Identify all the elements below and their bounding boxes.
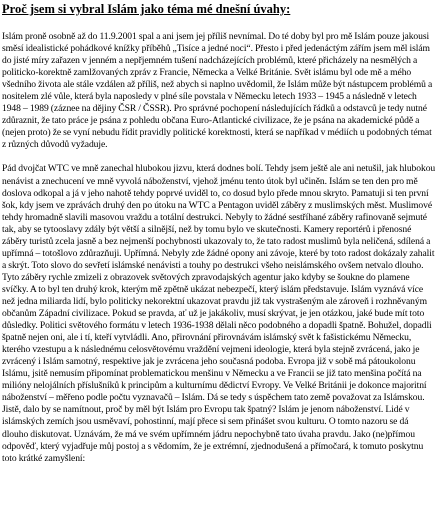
paragraph-spacer: [2, 151, 436, 163]
paragraph-intro: Islám proně osobně až do 11.9.2001 spal a ani jsem jej příliš nevnímal. Do té doby byl pro mě Islám pouze jakousi směsí idealistické pohádkové knížky příběhů „Tisíce a jedné noci“. Přesto i před jedenáctým zářím jsem měl islám do jisté míry zařazen v jenném a nepřjemném tušení nadcházejících problémů, které přicházely na nesmělých a politicko-korektně zamlžovaných zpráv z Francie, Německa a Velké Británie. Svět islámu byl ode mě a mého všedního života ale stále vzdálen až příliš, než abych si naplno uvědomil, že Islám může být nástupcem problémů a nositelem zlé vůle, která byla naposledy v plné síle povstala v Německu letech 1933 – 1945 a následně v letech 1948 – 1989 (záznee na dějiny ČSR / ČSSR). Pro správné pochopení následujících řádků a odstavců je tedy nutné zdůraznit, že tato práce je psána z pohledu občana Euro-Atlantické civilizace, že je psána na akademické půdě a (nejen proto) že se vyní nebudu řídit pravidly politické korektnosti, která se napříkad v médiích u podobných témat z různých důvodů vyžaduje.: [2, 31, 433, 151]
paragraph-wtc: Pád dvojčat WTC ve mně zanechal hlubokou jizvu, která dodnes bolí. Tehdy jsem ještě ale ani netušil, jak hlubokou nenávist a znechucení ve mně vyvolá náboženství, vjehož jménu tento útok byl učiněn. Islám se ten den pro mě doslova odkopal a já v jeho nahotě tehdy poprvé uviděl to, co dosud bylo přede mnou skryto. Pamatuji si ten první šok, kdy jsem ve zprávách druhý den po útoku na WTC a Pentagon uviděl záběry z muslimských měst. Muslimové tehdy hromadně slavili masovou vraždu a totální destrukci. Nebyly to žádné sestříhané záběry rafinovaně sejmuté tak, aby se tytooslavy zdály být větší a silnější, než by tomu bylo ve skutečnosti. Kamery reportérů i přenosné záběry turistů zcela jasně a bez nejmenší pochybnosti ukazovaly to, že tato radost muslimů byla neličená, sdílená a upřímná – totošlovo zdůrazňuji. Upřímná. Nebyly zde žádné opony ani závoje, které by toto radost dokázaly zahalit a skrýt. Toto slovo do sevřetí islámské nenávisti a touhy po destrukci všeho neislámského ovšem netvalo dlouho. Tyto záběry rychle zmizeli z obrazovek světových zpravodajských agentur jako kdyby se šoukne do plamene svíčky. A to byl ten druhý krok, kterým mě zpětně ukázat nebezpečí, který islám představuje. Islám vyznává více než jedna miliarda lidí, bylo politicky nekorektní ukazovat pravdu již tak vystrašeným ale zároveň i rozhněvaným občanům Západní civilizace. Pokud se pravda, ať už je jakákoliv, musí skrývat, je jen otázkou, jaké bude mít toto důsledky. Politici světového formátu v letech 1936-1938 dělali něco podobného a dopadli špatně. Bohužel, dopadli špatně nejen oni, ale i tí, kteří vytvládli. Ano, přirovnání přirovnávám islámský svět k fašistickému Německu, kterého vzestupu a k následnému celosvětovému vraždění vejmeni ideologie, která byla stejně zvrácená, jako je zvrácený i Islám samotný, respektive jak je zvrácena jeho současná podoba. Evropa již v sobě má pátoukolonu Islámu, jsitě nemusím připomínat problematickou menšinu v Německu a ve Francii se již tato menšina počítá na milióny nelojálních příslušníků k principům a kulturnímu dědictví Evropy. Ve Velké Británii je dokonce majoritní náboženství – měřeno podle počtu vyznavačů – Islám. Dá se tedy s úspěchem tato země považovat za Islámskou. Jistě, dalo by se namítnout, proč by měl být Islám pro Evropu tak špatný? Islám je jenom náboženství. Lidé v islámských zemích jsou usměvaví, pohostinní, mají přece si sem přinášet svou kulturu. O tomto nazoru se dá dlouho diskutovat. Uznávám, že má ve svém upřímném jádru nepochybně tato úvaha pravdu. Jako (ne)přímou odpověď, který vyjadřuje můj postoj a s vědomím, že je extrémní, zjednodušená a přímočará, k tomuto poskytnu toto krátké zamyšlení:: [2, 163, 436, 464]
document-heading: Proč jsem si vybral Islám jako téma mé dnešní úvahy:: [2, 2, 291, 16]
